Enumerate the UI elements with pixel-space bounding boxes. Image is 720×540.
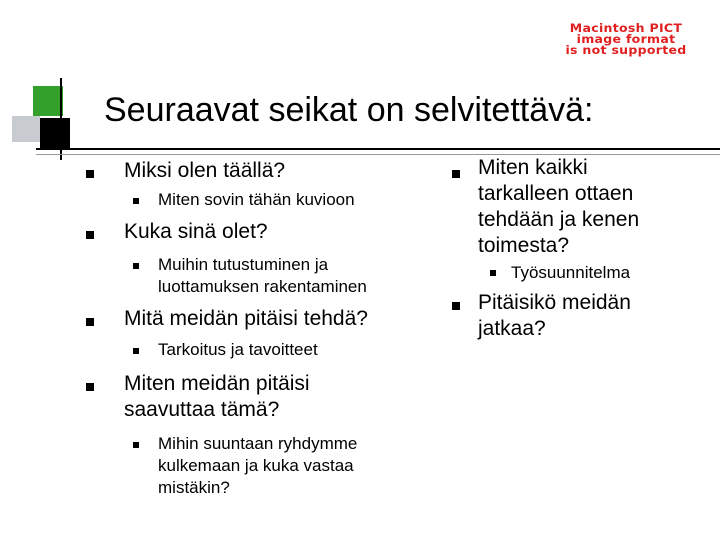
bullet-icon [452, 302, 460, 310]
grey-square-decoration [12, 116, 40, 142]
list-item: Kuka sinä olet? [124, 220, 268, 243]
placeholder-line: Macintosh PICT [569, 20, 683, 35]
list-item: Miksi olen täällä? [124, 159, 286, 182]
bullet-icon [86, 318, 94, 326]
placeholder-line: is not supported [565, 42, 687, 57]
slide-title: Seuraavat seikat on selvitettävä: [104, 91, 594, 129]
green-square-decoration [33, 86, 63, 116]
title-underline [36, 148, 720, 150]
sub-bullet-icon [133, 442, 139, 448]
bullet-icon [86, 231, 94, 239]
sub-list-item: Miten sovin tähän kuvioon [158, 190, 355, 209]
placeholder-line: image format [576, 31, 676, 46]
list-item: Mitä meidän pitäisi tehdä? [124, 307, 368, 330]
list-item: Miten meidän pitäisi saavuttaa tämä? [124, 372, 310, 421]
sub-list-item: Mihin suuntaan ryhdymme kulkemaan ja kuka vastaa mistäkin? [158, 434, 358, 497]
black-square-decoration [40, 118, 70, 148]
list-item: Pitäisikö meidän jatkaa? [478, 291, 631, 340]
sub-bullet-icon [490, 270, 496, 276]
sub-list-item: Muihin tutustuminen ja luottamuksen rakentaminen [158, 255, 367, 296]
sub-bullet-icon [133, 348, 139, 354]
unsupported-image-placeholder [546, 22, 706, 55]
sub-list-item: Työsuunnitelma [511, 263, 631, 282]
list-item: Miten kaikki tarkalleen ottaen tehdään ja kenen toimesta? [478, 156, 640, 257]
sub-list-item: Tarkoitus ja tavoitteet [158, 340, 318, 359]
bullet-icon [452, 170, 460, 178]
sub-bullet-icon [133, 263, 139, 269]
bullet-icon [86, 383, 94, 391]
sub-bullet-icon [133, 198, 139, 204]
bullet-icon [86, 170, 94, 178]
